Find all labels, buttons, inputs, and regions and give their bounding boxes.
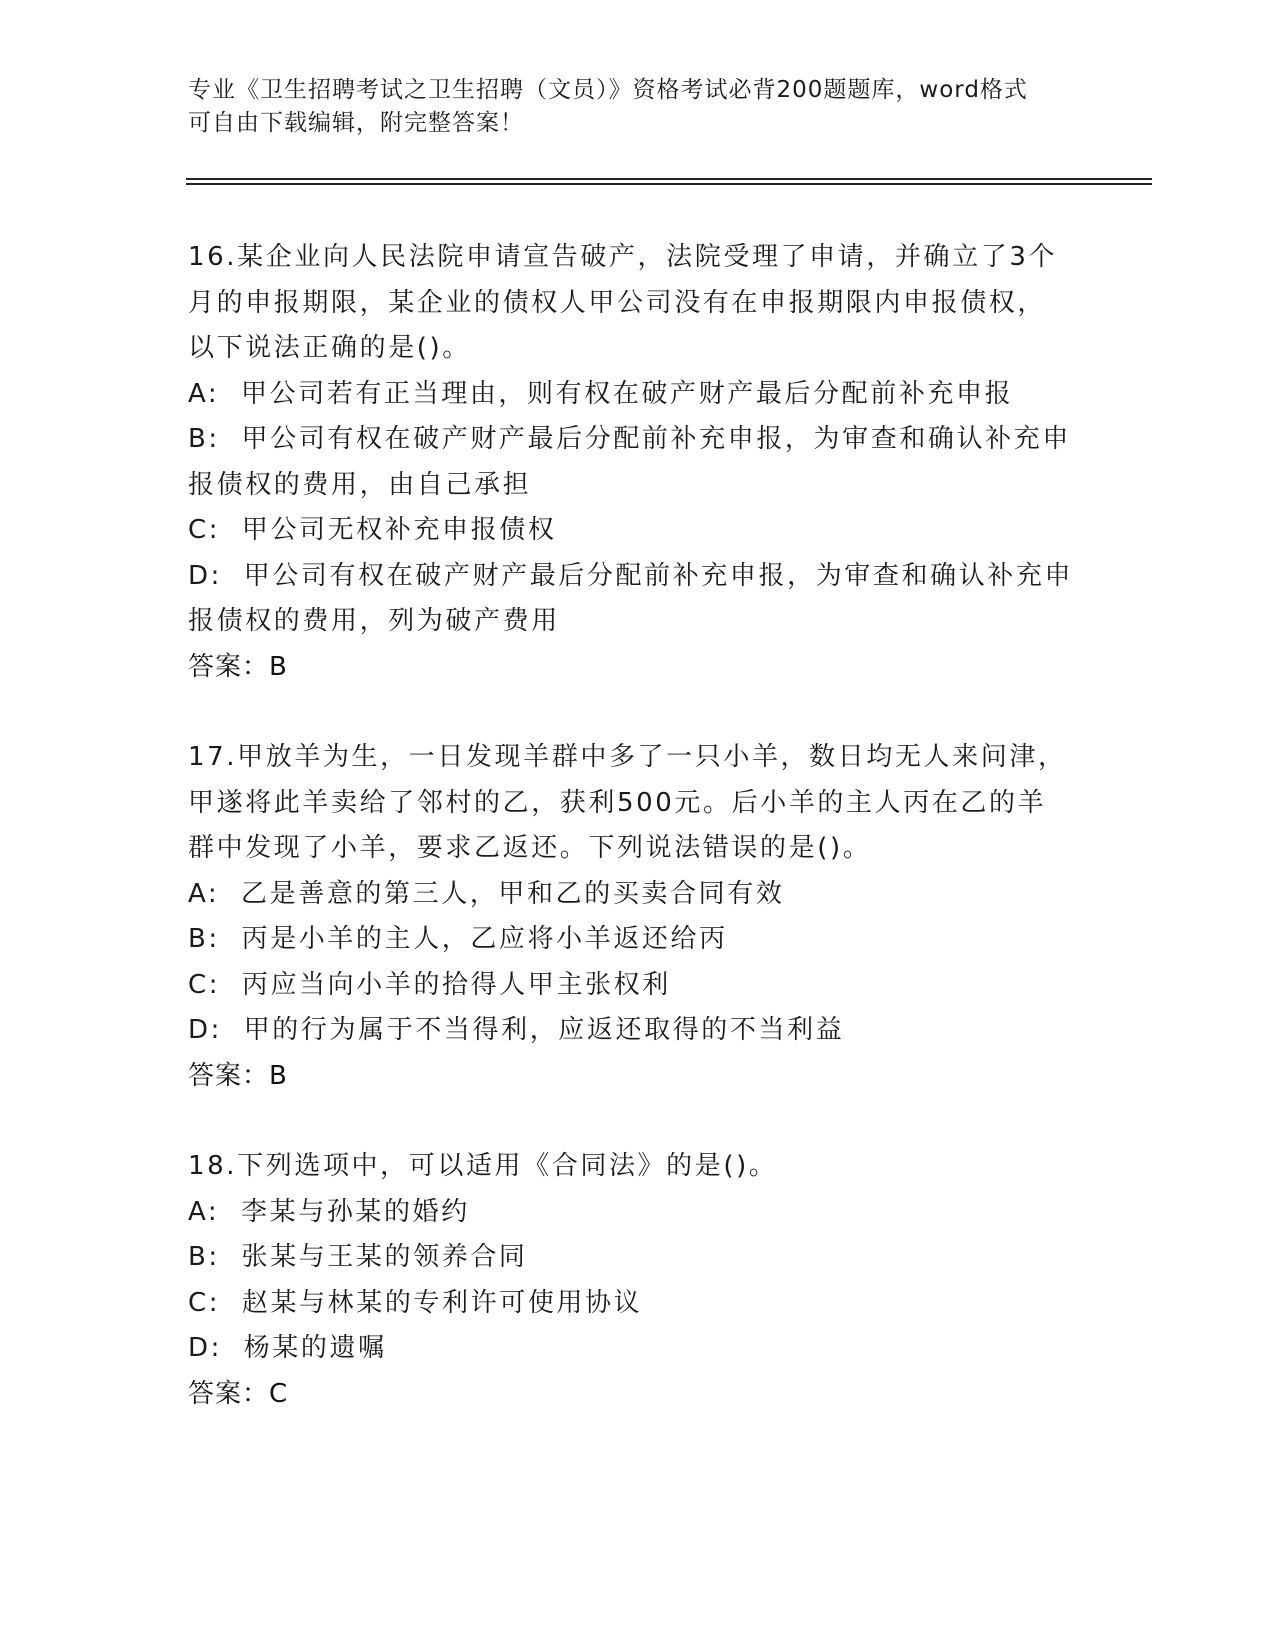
option-b-continued: 报债权的费用，由自己承担	[188, 469, 532, 500]
option-a: A: 乙是善意的第三人，甲和乙的买卖合同有效	[188, 878, 785, 909]
question-stem-line: 16.某企业向人民法院申请宣告破产，法院受理了申请，并确立了3个	[188, 242, 1058, 272]
question-stem-line: 18.下列选项中，可以适用《合同法》的是()。	[188, 1151, 778, 1181]
answer-label: 答案：B	[188, 1060, 288, 1091]
question-stem-line: 17.甲放羊为生，一日发现羊群中多了一只小羊，数日均无人来问津，	[188, 742, 1067, 772]
option-a: A: 李某与孙某的婚约	[188, 1196, 470, 1227]
option-b: B: 丙是小羊的主人，乙应将小羊返还给丙	[188, 924, 728, 954]
header-line-2: 可自由下载编辑，附完整答案！	[188, 110, 524, 136]
document-header	[188, 74, 1088, 140]
option-c: C: 甲公司无权补充申报债权	[188, 515, 557, 545]
option-d: D: 甲的行为属于不当得利，应返还取得的不当利益	[188, 1015, 845, 1045]
question-16	[188, 235, 1088, 690]
header-line-1: 专业《卫生招聘考试之卫生招聘（文员）》资格考试必背200题题库，word格式	[188, 77, 1028, 103]
option-d: D: 甲公司有权在破产财产最后分配前补充申报，为审查和确认补充申	[188, 560, 1074, 591]
header-divider-bottom	[186, 183, 1152, 185]
question-17	[188, 735, 1088, 1099]
option-c: C: 赵某与林某的专利许可使用协议	[188, 1287, 643, 1318]
question-stem-line: 群中发现了小羊，要求乙返还。下列说法错误的是()。	[188, 833, 872, 863]
answer-label: 答案：C	[188, 1378, 289, 1409]
option-a: A: 甲公司若有正当理由，则有权在破产财产最后分配前补充申报	[188, 378, 1014, 409]
header-divider-top	[186, 178, 1152, 180]
answer-label: 答案：B	[188, 651, 288, 682]
question-stem-line: 甲遂将此羊卖给了邻村的乙，获利500元。后小羊的主人丙在乙的羊	[188, 787, 1047, 818]
question-stem-line: 月的申报期限，某企业的债权人甲公司没有在申报期限内申报债权，	[188, 287, 1047, 318]
option-d-continued: 报债权的费用，列为破产费用	[188, 606, 560, 636]
option-b: B: 甲公司有权在破产财产最后分配前补充申报，为审查和确认补充申	[188, 424, 1071, 454]
question-18	[188, 1144, 1088, 1417]
option-b: B: 张某与王某的领养合同	[188, 1242, 528, 1272]
option-d: D: 杨某的遗嘱	[188, 1333, 387, 1363]
question-stem-line: 以下说法正确的是()。	[188, 333, 471, 363]
option-c: C: 丙应当向小羊的拾得人甲主张权利	[188, 969, 671, 1000]
